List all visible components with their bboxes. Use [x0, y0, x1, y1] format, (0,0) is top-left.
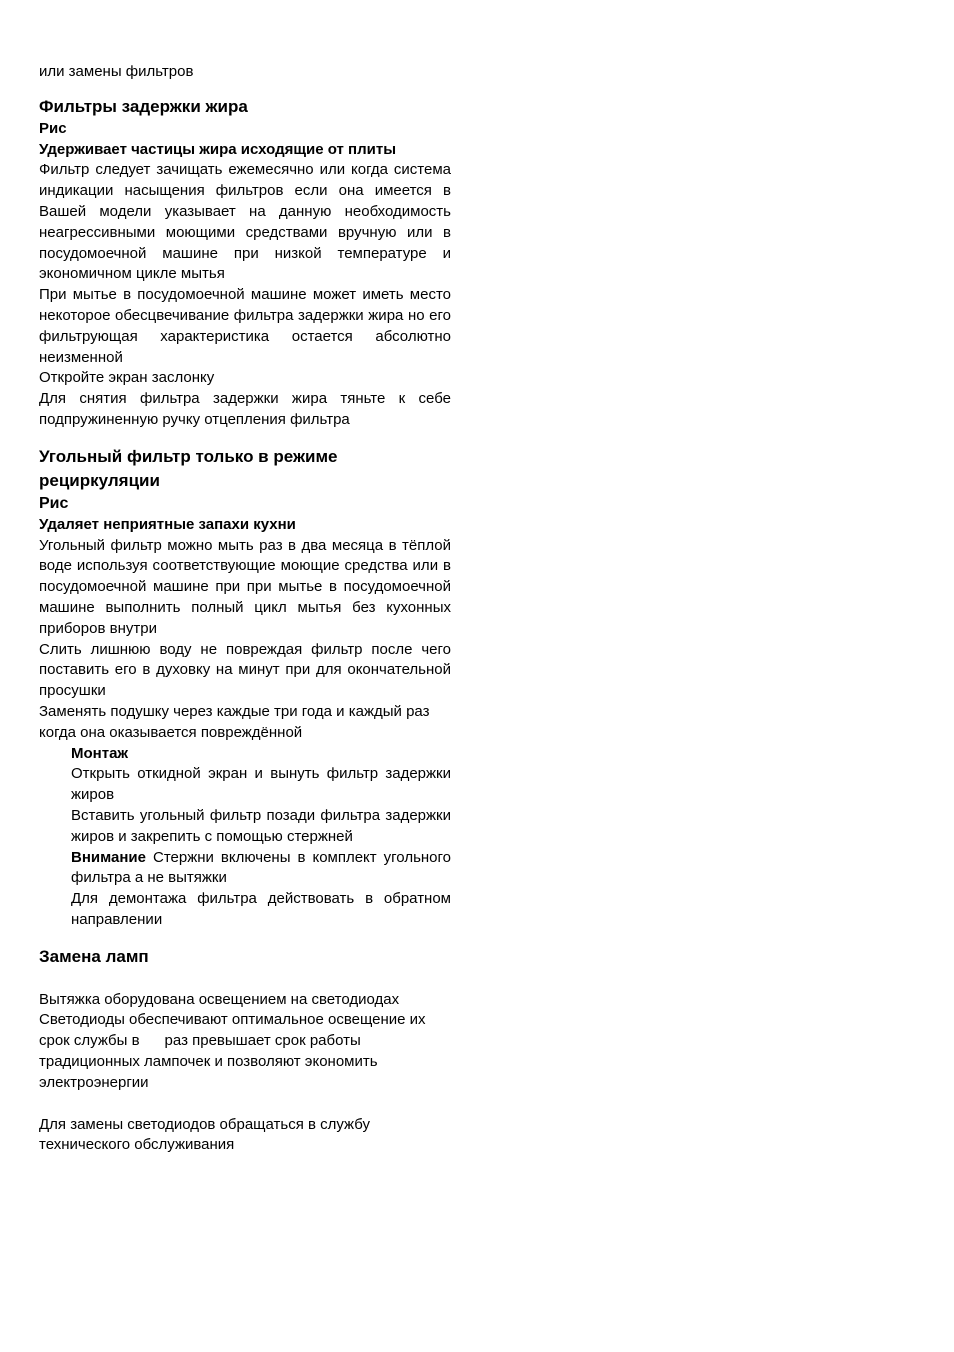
grease-paragraph-2: При мытье в посудомоечной машине может иметь место некоторое обесцвечивание фильтра задержки жира но его фильтрующая характеристика остается абсолютно неизменной — [39, 286, 451, 366]
mounting-step-4: Для демонтажа фильтра действовать в обратном направлении — [71, 890, 451, 928]
lamps-paragraph-2 — [39, 1115, 451, 1157]
lamps-p1-line-4: традиционных лампочек и позволяют экономить — [39, 1053, 378, 1071]
mounting-instructions — [39, 744, 451, 931]
lamps-p1-line-5: электроэнергии — [39, 1073, 149, 1091]
grease-paragraph-3: Откройте экран заслонку — [39, 369, 215, 387]
lamps-p1-line-1: Вытяжка оборудована освещением на светодиодах — [39, 990, 400, 1008]
charcoal-paragraph-1: Угольный фильтр можно мыть раз в два месяца в тёплой воде используя соответствующие моющие средства или в посудомоечной машине при при мытье в посудомоечной машине выполнить полный цикл мытья без кухонных приборов внутри — [39, 536, 451, 637]
mounting-label: Монтаж — [71, 744, 129, 762]
grease-paragraph-1: Фильтр следует зачищать ежемесячно или когда система индикации насыщения фильтров если она имеется в Вашей модели указывает на данную необходимость неагрессивными моющими средствами вручную или в посудомоечной машине при низкой температуре и экономичном цикле мытья — [39, 161, 451, 283]
charcoal-filter-heading-line1: Угольный фильтр только в режиме — [39, 446, 338, 466]
lamps-section — [39, 945, 451, 1157]
document-page — [39, 62, 451, 1156]
grease-filter-section — [39, 95, 451, 431]
lamps-p2-line-2: технического обслуживания — [39, 1136, 235, 1154]
grease-paragraph-4: Для снятия фильтра задержки жира тяньте к себе подпружиненную ручку отцепления фильтра — [39, 390, 451, 428]
charcoal-filter-heading-line2: рециркуляции — [39, 470, 160, 490]
grease-figure-ref: Рис — [39, 119, 67, 137]
grease-filter-heading: Фильтры задержки жира — [39, 96, 248, 116]
charcoal-subheading: Удаляет неприятные запахи кухни — [39, 515, 296, 533]
charcoal-figure-ref: Рис — [39, 494, 69, 512]
lamps-p2-line-1: Для замены светодиодов обращаться в службу — [39, 1115, 371, 1133]
charcoal-paragraph-3: Заменять подушку через каждые три года и каждый раз когда она оказывается повреждённой — [39, 702, 430, 741]
lamps-paragraph-1 — [39, 990, 451, 1094]
intro-text: или замены фильтров — [39, 63, 194, 80]
attention-text: Стержни включены в комплект угольного фильтра а не вытяжки — [71, 848, 451, 887]
mounting-step-2: Вставить угольный фильтр позади фильтра задержки жиров и закрепить с помощью стержней — [71, 806, 451, 845]
attention-label: Внимание — [71, 848, 146, 866]
mounting-step-1: Открыть откидной экран и вынуть фильтр задержки жиров — [71, 765, 451, 804]
lamps-p1-line-3: срок службы в раз превышает срок работы — [39, 1032, 361, 1050]
charcoal-filter-section — [39, 445, 451, 931]
lamps-heading: Замена ламп — [39, 946, 149, 966]
charcoal-paragraph-2: Слить лишнюю воду не повреждая фильтр после чего поставить его в духовку на минут при для окончательной просушки — [39, 640, 451, 700]
lamps-p1-line-2: Светодиоды обеспечивают оптимальное освещение их — [39, 1011, 426, 1029]
mounting-attention — [71, 848, 451, 890]
grease-subheading: Удерживает частицы жира исходящие от плиты — [39, 140, 397, 158]
